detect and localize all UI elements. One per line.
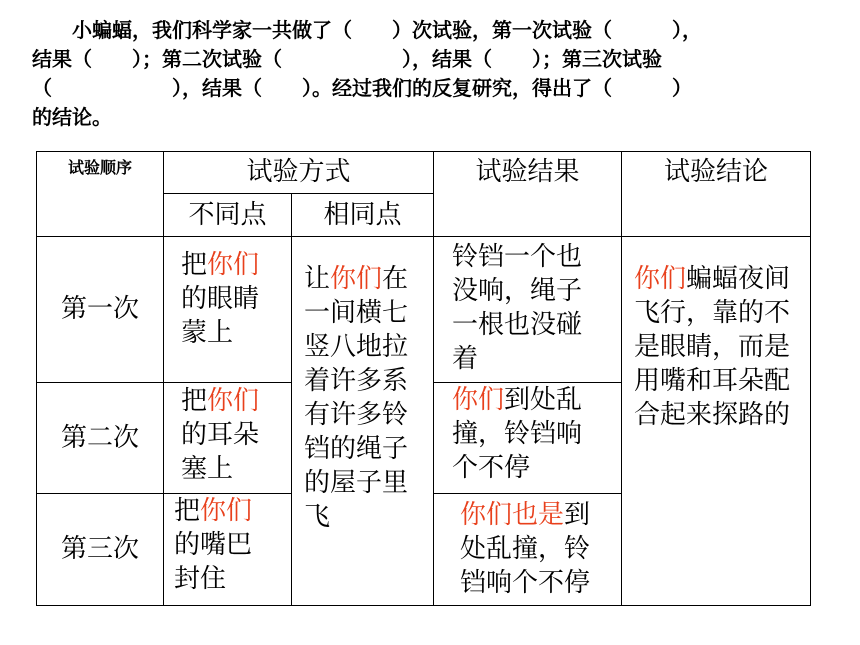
highlight-text: 你们 bbox=[207, 250, 260, 280]
highlight-text: 你们 bbox=[634, 264, 687, 294]
table-divider bbox=[621, 151, 622, 606]
header-order-label: 试验顺序 bbox=[67, 158, 132, 177]
cell-text: 的眼睛蒙上 bbox=[181, 284, 260, 348]
header-result bbox=[434, 156, 621, 188]
header-result-label: 试验结果 bbox=[475, 157, 580, 187]
header-order bbox=[37, 158, 163, 178]
intro-line: 结果（ ）；第二次试验（ ），结果（ ）；第三次试验 bbox=[32, 47, 662, 71]
row-order-label: 第一次 bbox=[60, 294, 139, 324]
intro-paragraph bbox=[32, 16, 822, 132]
same-cell bbox=[304, 262, 424, 534]
cell-text: 到处乱撞，铃铛响个不停 bbox=[460, 500, 591, 598]
cell-text: 蝙蝠夜间飞行，靠的不是眼睛，而是用嘴和耳朵配合起来探路的 bbox=[634, 264, 791, 430]
cell-text: 把 bbox=[181, 386, 208, 416]
table-divider bbox=[163, 193, 434, 194]
table-divider bbox=[36, 236, 811, 237]
conclusion-cell bbox=[634, 262, 809, 432]
row-order-label: 第二次 bbox=[60, 423, 139, 453]
intro-line: （ ），结果（ ）。经过我们的反复研究，得出了（ ） bbox=[32, 76, 692, 100]
different-cell bbox=[174, 494, 266, 596]
header-method bbox=[164, 156, 433, 188]
header-different-label: 不同点 bbox=[188, 200, 267, 230]
table-divider bbox=[434, 493, 622, 494]
header-different bbox=[164, 199, 291, 231]
header-conclusion-label: 试验结论 bbox=[663, 157, 768, 187]
header-same-label: 相同点 bbox=[323, 200, 402, 230]
header-same bbox=[292, 199, 433, 231]
table-divider bbox=[291, 193, 292, 606]
table-border-right bbox=[810, 151, 811, 606]
cell-text: 的耳朵塞上 bbox=[181, 420, 260, 484]
table-divider bbox=[36, 382, 292, 383]
result-cell bbox=[460, 498, 610, 600]
highlight-text: 你们也是 bbox=[460, 500, 565, 530]
header-conclusion bbox=[622, 156, 810, 188]
intro-line: 小蝙蝠，我们科学家一共做了（ ）次试验，第一次试验（ ）， bbox=[72, 18, 702, 42]
table-border-top bbox=[36, 151, 811, 152]
result-cell bbox=[452, 383, 602, 485]
result-cell bbox=[452, 240, 602, 376]
cell-text: 把 bbox=[181, 250, 208, 280]
row-order-label: 第三次 bbox=[60, 534, 139, 564]
table-divider bbox=[433, 151, 434, 606]
different-cell bbox=[181, 248, 273, 350]
cell-text: 到处乱撞，铃铛响个不停 bbox=[452, 385, 583, 483]
table-border-bottom bbox=[36, 605, 811, 606]
header-method-label: 试验方式 bbox=[246, 157, 351, 187]
highlight-text: 你们 bbox=[200, 496, 253, 526]
cell-text: 让 bbox=[304, 264, 331, 294]
row-order bbox=[37, 293, 163, 325]
cell-text: 铃铛一个也没响，绳子一根也没碰着 bbox=[452, 242, 583, 374]
highlight-text: 你们 bbox=[207, 386, 260, 416]
cell-text: 把 bbox=[174, 496, 201, 526]
different-cell bbox=[181, 384, 273, 486]
cell-text: 在一间横七竖八地拉着许多系有许多铃铛的绳子的屋子里飞 bbox=[304, 264, 409, 532]
row-order bbox=[37, 422, 163, 454]
highlight-text: 你们 bbox=[330, 264, 383, 294]
row-order bbox=[37, 533, 163, 565]
cell-text: 的嘴巴封住 bbox=[174, 530, 253, 594]
intro-line: 的结论。 bbox=[32, 105, 112, 129]
highlight-text: 你们 bbox=[452, 385, 505, 415]
